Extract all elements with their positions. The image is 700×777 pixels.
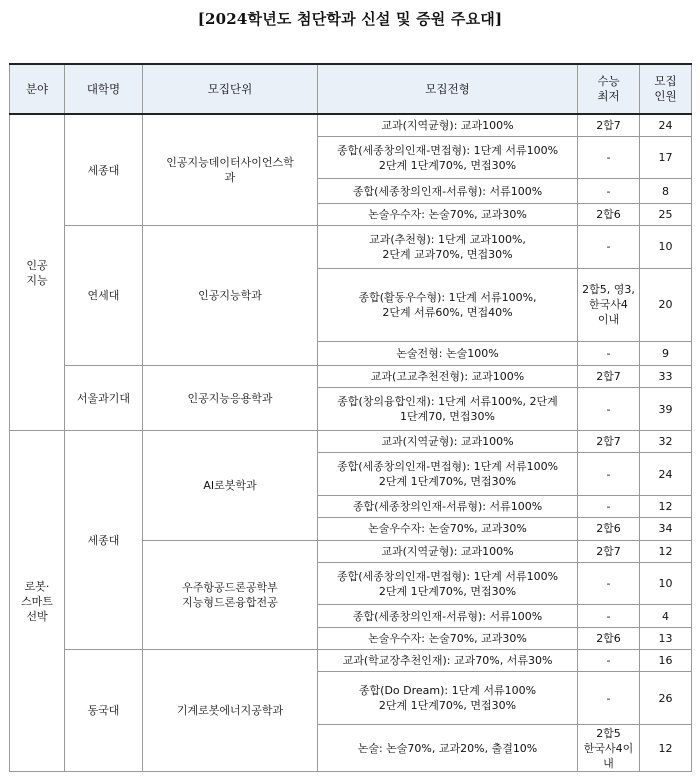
quota-cell: 8 — [640, 179, 692, 203]
unit-cell: 인공지능응용학과 — [143, 366, 318, 431]
field-cell: 로봇· 스마트 선박 — [10, 431, 65, 772]
type-cell: 종합(세종창의인재-면접형): 1단계 서류100% 2단계 1단계70%, 면접30% — [318, 136, 578, 179]
unit-cell: 인공지능학과 — [143, 226, 318, 366]
quota-cell: 25 — [640, 203, 692, 225]
type-cell: 종합(창의융합인재): 1단계 서류100%, 2단계 1단계70, 면접30% — [318, 388, 578, 431]
university-cell: 서울과기대 — [65, 366, 143, 431]
quota-cell: 4 — [640, 605, 692, 627]
header-quota: 모집 인원 — [640, 64, 692, 114]
quota-cell: 9 — [640, 341, 692, 365]
university-cell: 연세대 — [65, 226, 143, 366]
csat-cell: - — [578, 179, 640, 203]
header-csat: 수능 최저 — [578, 64, 640, 114]
csat-cell: - — [578, 388, 640, 431]
university-cell: 동국대 — [65, 650, 143, 772]
type-cell: 교과(고교추천전형): 교과100% — [318, 366, 578, 388]
header-unit: 모집단위 — [143, 64, 318, 114]
type-cell: 종합(Do Dream): 1단계 서류100% 2단계 1단계70%, 면접30% — [318, 672, 578, 725]
type-cell: 논술우수자: 논술70%, 교과30% — [318, 518, 578, 540]
csat-cell: 2합6 — [578, 518, 640, 540]
university-cell: 세종대 — [65, 431, 143, 650]
csat-cell: - — [578, 672, 640, 725]
csat-cell: 2합7 — [578, 431, 640, 453]
quota-cell: 16 — [640, 650, 692, 672]
csat-cell: - — [578, 495, 640, 517]
type-cell: 교과(지역균형): 교과100% — [318, 114, 578, 136]
quota-cell: 12 — [640, 540, 692, 562]
csat-cell: 2합7 — [578, 114, 640, 136]
csat-cell: 2합6 — [578, 203, 640, 225]
page-title: [2024학년도 첨단학과 신설 및 증원 주요대] — [197, 10, 503, 28]
csat-cell: 2합5, 영3, 한국사4 이내 — [578, 268, 640, 341]
type-cell: 종합(세종창의인재-서류형): 서류100% — [318, 179, 578, 203]
quota-cell: 26 — [640, 672, 692, 725]
type-cell: 종합(세종창의인재-서류형): 서류100% — [318, 495, 578, 517]
quota-cell: 12 — [640, 495, 692, 517]
unit-cell: 인공지능데이터사이언스학 과 — [143, 114, 318, 226]
type-cell: 종합(세종창의인재-면접형): 1단계 서류100% 2단계 1단계70%, 면접30% — [318, 562, 578, 605]
quota-cell: 32 — [640, 431, 692, 453]
type-cell: 교과(지역균형): 교과100% — [318, 540, 578, 562]
quota-cell: 12 — [640, 725, 692, 772]
header-row — [10, 64, 692, 114]
csat-cell: 2합7 — [578, 540, 640, 562]
type-cell: 논술: 논술70%, 교과20%, 출결10% — [318, 725, 578, 772]
type-cell: 종합(세종창의인재-서류형): 서류100% — [318, 605, 578, 627]
quota-cell: 34 — [640, 518, 692, 540]
csat-cell: - — [578, 341, 640, 365]
quota-cell: 17 — [640, 136, 692, 179]
type-cell: 논술우수자: 논술70%, 교과30% — [318, 203, 578, 225]
table-row — [10, 114, 692, 136]
type-cell: 교과(학교장추천인재): 교과70%, 서류30% — [318, 650, 578, 672]
type-cell: 종합(세종창의인재-면접형): 1단계 서류100% 2단계 1단계70%, 면접30% — [318, 453, 578, 496]
csat-cell: - — [578, 136, 640, 179]
quota-cell: 10 — [640, 562, 692, 605]
table-row — [10, 650, 692, 672]
header-field: 분야 — [10, 64, 65, 114]
csat-cell: - — [578, 562, 640, 605]
table-row — [10, 431, 692, 453]
header-type: 모집전형 — [318, 64, 578, 114]
type-cell: 교과(추천형): 1단계 교과100%, 2단계 교과70%, 면접30% — [318, 226, 578, 269]
csat-cell: 2합6 — [578, 627, 640, 649]
quota-cell: 33 — [640, 366, 692, 388]
csat-cell: - — [578, 453, 640, 496]
quota-cell: 39 — [640, 388, 692, 431]
unit-cell: AI로봇학과 — [143, 431, 318, 541]
unit-cell: 우주항공드론공학부 지능형드론융합전공 — [143, 540, 318, 650]
header-university: 대학명 — [65, 64, 143, 114]
admission-table — [9, 63, 692, 772]
quota-cell: 24 — [640, 114, 692, 136]
unit-cell: 기계로봇에너지공학과 — [143, 650, 318, 772]
type-cell: 논술우수자: 논술70%, 교과30% — [318, 627, 578, 649]
type-cell: 논술전형: 논술100% — [318, 341, 578, 365]
type-cell: 종합(활동우수형): 1단계 서류100%, 2단계 서류60%, 면접40% — [318, 268, 578, 341]
table-row — [10, 226, 692, 269]
csat-cell: - — [578, 605, 640, 627]
quota-cell: 24 — [640, 453, 692, 496]
field-cell: 인공 지능 — [10, 114, 65, 431]
university-cell: 세종대 — [65, 114, 143, 226]
table-row — [10, 366, 692, 388]
csat-cell: - — [578, 650, 640, 672]
quota-cell: 13 — [640, 627, 692, 649]
type-cell: 교과(지역균형): 교과100% — [318, 431, 578, 453]
quota-cell: 20 — [640, 268, 692, 341]
csat-cell: - — [578, 226, 640, 269]
csat-cell: 2합7 — [578, 366, 640, 388]
quota-cell: 10 — [640, 226, 692, 269]
csat-cell: 2합5 한국사4이내 — [578, 725, 640, 772]
